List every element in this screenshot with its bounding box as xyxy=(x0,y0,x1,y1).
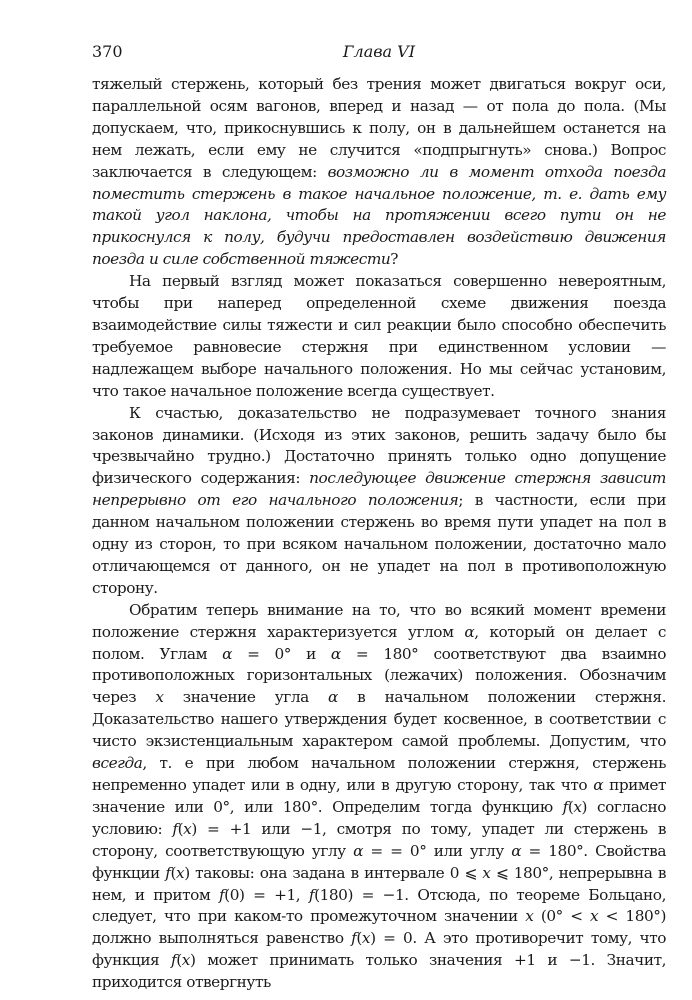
text-run: (0) = +1, xyxy=(224,885,309,904)
italic-run: f xyxy=(165,863,171,882)
italic-run: x xyxy=(482,863,491,882)
italic-run: α xyxy=(593,776,604,794)
italic-run: x xyxy=(590,907,599,926)
text-run: тяжелый стержень, который без трения может двигаться вокруг оси, параллельной осям вагонов, вперед и назад — от пола до пола. (Мы допускаем, что, прикоснувшись к полу, он в дальнейшем останется на нем лежать, если ему не случится «подпрыгнуть» снова.) Вопрос заключается в следующем: xyxy=(92,75,666,181)
text-run: ; в частности, если при данном начальном положении стержень во время пути упадет на пол в одну из сторон, то при всяком начальном положении, достаточно мало отличающемся от данного, он не упадет на пол в противоположную сторону. xyxy=(92,491,666,597)
text-run: ) = 0. А это противоречит тому, что функция xyxy=(92,929,666,970)
italic-run: α xyxy=(328,688,338,707)
text-run: ( xyxy=(356,929,362,948)
text-run: < 180°) должно выполняться равенство xyxy=(92,907,666,948)
italic-run: x xyxy=(361,929,371,948)
text-run: ( xyxy=(176,951,182,970)
italic-run: x xyxy=(573,797,582,816)
italic-run: α xyxy=(511,841,522,860)
text-run: в начальном положении стержня. Доказательство нашего утверждения будет косвенное, в соответствии с чисто экзистенциальным характером самой проблемы. Допустим, что xyxy=(92,688,666,751)
italic-run: x xyxy=(525,907,534,926)
italic-run: возможно ли в момент отхода поезда поместить стержень в такое начальное положение, т. е. дать ему такой угол наклона, чтобы на протяжении всего пути он не прикоснулся к полу, будучи предоставлен воздействию движения поезда и силе собственной тяжести xyxy=(92,162,666,269)
italic-run: α xyxy=(330,644,341,663)
chapter-running-head: Глава VI xyxy=(342,42,416,61)
italic-run: f xyxy=(351,929,357,948)
italic-run: всегда xyxy=(92,754,143,773)
page-number: 370 xyxy=(92,42,123,61)
text-run: На первый взгляд может показаться совершенно невероятным, чтобы при наперед определенной схеме движения поезда взаимодействие силы тяжести и сил реакции было способно обеспечить требуемое равновесие стержня при единственном условии — надлежащем выборе начального положения. Но мы сейчас установим, что такое начальное положение всегда существует. xyxy=(92,272,666,400)
text-run: , который он делает с полом. Углам xyxy=(92,622,666,663)
text-run: примет значение или 0°, или 180°. Определим тогда функцию xyxy=(92,776,666,816)
italic-run: f xyxy=(171,951,177,970)
text-run: (0° < xyxy=(533,907,591,926)
italic-run: x xyxy=(181,951,190,970)
text-run: ) согласно условию: xyxy=(92,797,666,838)
text-run: , т. е при любом начальном положении стержня, стержень непременно упадет или в одну, или в другую сторону, так что xyxy=(92,754,666,794)
italic-run: x xyxy=(183,819,192,838)
text-run: ⩽ 180°, непрерывна в нем, и притом xyxy=(92,863,666,904)
text-run: = = 0° или углу xyxy=(363,841,512,860)
body-text xyxy=(92,74,666,994)
text-run: ) = +1 или −1, смотря по тому, упадет ли стержень в сторону, соответствующую углу xyxy=(92,819,666,860)
text-run: К счастью, доказательство не подразумевает точного знания законов динамики. (Исходя из этих законов, решить задачу было бы чрезвычайно трудно.) Достаточно принять только одно допущение физического содержания: xyxy=(92,403,666,488)
text-run: Обратим теперь внимание на то, что во всякий момент времени положение стержня характеризуется углом xyxy=(92,600,666,641)
text-run: = 0° и xyxy=(232,644,331,663)
text-run: ( xyxy=(177,819,184,838)
italic-run: f xyxy=(562,797,568,816)
italic-run: α xyxy=(464,622,475,641)
paragraph xyxy=(92,74,666,271)
italic-run: x xyxy=(176,863,185,882)
text-run: ( xyxy=(567,797,574,816)
paragraph xyxy=(92,271,666,402)
italic-run: f xyxy=(172,819,178,838)
text-run: ? xyxy=(390,250,399,269)
italic-run: последующее движение стержня зависит непрерывно от его начального положения xyxy=(92,469,666,510)
text-run: = 180° соответствуют два взаимно противоположных горизонтальных (лежачих) положения. Обозначим через xyxy=(92,644,666,707)
text-run: (180) = −1. Отсюда, по теореме Больцано, следует, что при каком-то промежуточном значении xyxy=(92,885,666,926)
italic-run: f xyxy=(308,885,315,904)
italic-run: α xyxy=(353,841,364,860)
text-run: ( xyxy=(170,863,177,882)
page-header xyxy=(92,42,666,66)
text-run: ) таковы: она задана в интервале 0 ⩽ xyxy=(184,863,483,882)
italic-run: f xyxy=(218,885,225,904)
italic-run: α xyxy=(222,644,232,663)
text-run: = 180°. Свойства функции xyxy=(92,841,666,882)
italic-run: x xyxy=(155,688,164,707)
text-run: ) может принимать только значения +1 и −1. Значит, приходится отвергнуть xyxy=(92,951,666,992)
paragraph xyxy=(92,600,666,994)
text-run: значение угла xyxy=(163,688,329,707)
paragraph xyxy=(92,403,666,600)
